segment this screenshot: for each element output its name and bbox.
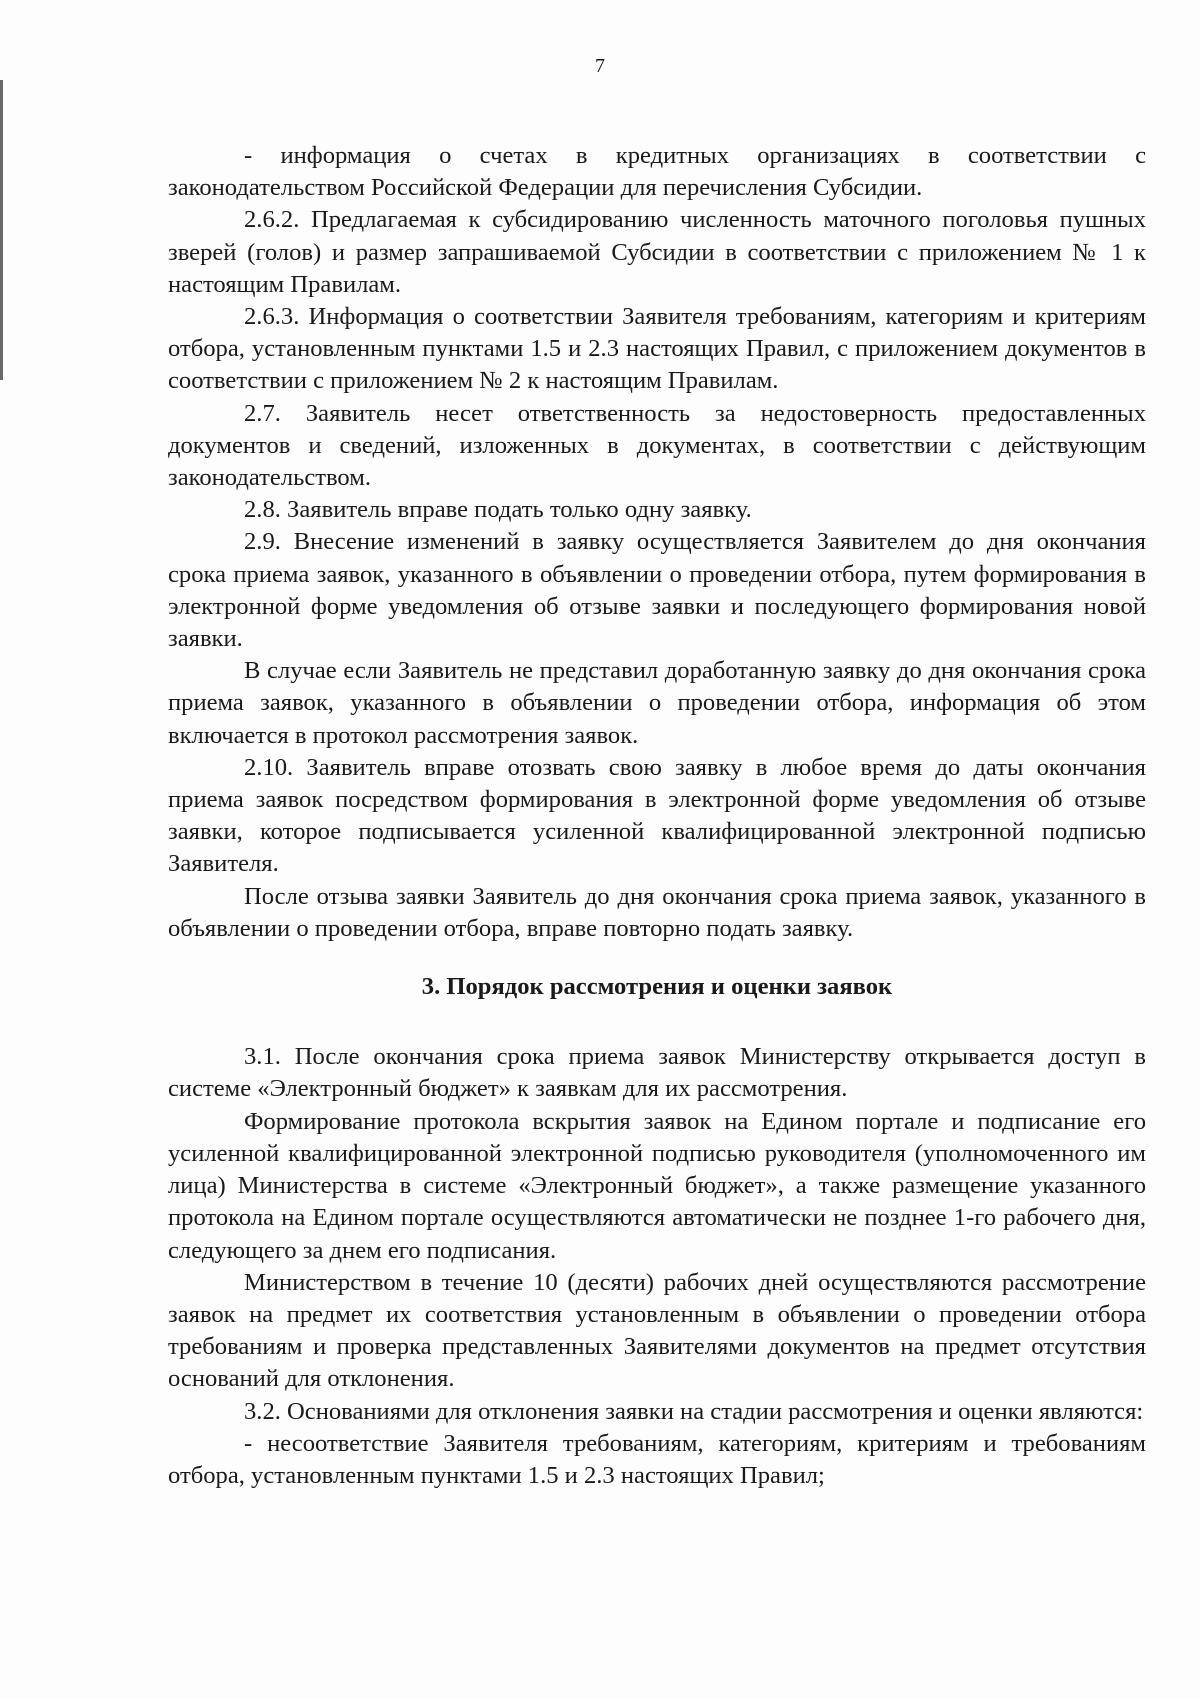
paragraph-accounts-info: - информация о счетах в кредитных организациях в соответствии с законодательством Российской Федерации для перечисления Субсидии. — [168, 142, 1146, 202]
document-body — [168, 140, 1146, 1492]
paragraph-2-6-3: 2.6.3. Информация о соответствии Заявителя требованиям, категориям и критериям отбора, установленным пунктами 1.5 и 2.3 настоящих Правил, с приложением документов в соответствии с приложением № 2 к настоящим Правилам. — [168, 303, 1146, 395]
paragraph-3-2: 3.2. Основаниями для отклонения заявки на стадии рассмотрения и оценки являются: — [244, 1397, 1144, 1425]
paragraph-2-6-2: 2.6.2. Предлагаемая к субсидированию численность маточного поголовья пушных зверей (голов) и размер запрашиваемой Субсидии в соответствии с приложением № 1 к настоящим Правилам. — [168, 206, 1146, 298]
paragraph-3-1-protocol: Формирование протокола вскрытия заявок на Едином портале и подписание его усиленной квалифицированной электронной подписью руководителя (уполномоченного им лица) Министерства в системе «Электронный бюджет», а также размещение указанного протокола на Едином портале осуществляются автоматически не позднее 1-го рабочего дня, следующего за днем его подписания. — [168, 1107, 1146, 1264]
paragraph-3-1-review: Министерством в течение 10 (десяти) рабочих дней осуществляются рассмотрение заявок на предмет их соответствия установленным в объявлении о проведении отбора требованиям и проверка представленных Заявителями документов на предмет отсутствия оснований для отклонения. — [168, 1268, 1146, 1393]
paragraph-2-8: 2.8. Заявитель вправе подать только одну заявку. — [244, 496, 752, 524]
paragraph-2-9: 2.9. Внесение изменений в заявку осуществляется Заявителем до дня окончания срока приема заявок, указанного в объявлении о проведении отбора, путем формирования в электронной форме уведомления об отзыве заявки и последующего формирования новой заявки. — [168, 528, 1146, 653]
paragraph-2-10-after: После отзыва заявки Заявитель до дня окончания срока приема заявок, указанного в объявлении о проведении отбора, вправе повторно подать заявку. — [168, 882, 1146, 942]
paragraph-3-1: 3.1. После окончания срока приема заявок Министерству открывается доступ в системе «Электронный бюджет» к заявкам для их рассмотрения. — [168, 1043, 1146, 1103]
section-title: 3. Порядок рассмотрения и оценки заявок — [421, 973, 893, 1001]
paragraph-2-9-case: В случае если Заявитель не представил доработанную заявку до дня окончания срока приема заявок, указанного в объявлении о проведении отбора, информация об этом включается в протокол рассмотрения заявок. — [168, 657, 1146, 749]
scan-edge-mark — [0, 80, 3, 380]
paragraph-3-2-item: - несоответствие Заявителя требованиям, категориям, критериям и требованиям отбора, установленным пунктами 1.5 и 2.3 настоящих Правил; — [168, 1429, 1146, 1489]
paragraph-2-10: 2.10. Заявитель вправе отозвать свою заявку в любое время до даты окончания приема заявок посредством формирования в электронной форме уведомления об отзыве заявки, которое подписывается усиленной квалифицированной электронной подписью Заявителя. — [168, 753, 1146, 878]
paragraph-2-7: 2.7. Заявитель несет ответственность за недостоверность предоставленных документов и сведений, изложенных в документах, в соответствии с действующим законодательством. — [168, 399, 1146, 492]
page-number: 7 — [595, 55, 605, 77]
